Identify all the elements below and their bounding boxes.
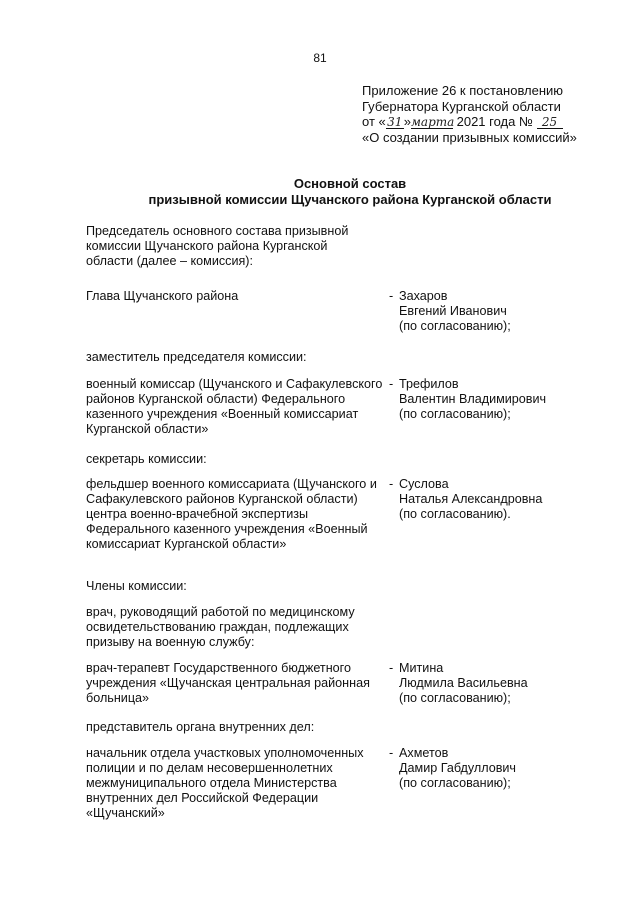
member-name-block (399, 477, 629, 522)
dash-separator: - (389, 661, 394, 675)
dash-separator: - (389, 477, 394, 491)
member-surname: Суслова (399, 477, 449, 491)
member-note: (по согласованию); (399, 691, 511, 705)
document-title (0, 176, 640, 208)
year-text: 2021 года № (456, 114, 533, 129)
chair-heading: Председатель основного состава призывной комиссии Щучанского района Курганской области (далее – комиссия): (86, 224, 349, 268)
member-name-block (399, 746, 629, 791)
police-heading: представитель органа внутренних дел: (86, 720, 315, 734)
title-line-2: призывной комиссии Щучанского района Курганской области (148, 192, 552, 207)
appendix-line-4: «О создании призывных комиссий» (362, 129, 577, 145)
page-number: 81 (313, 51, 327, 65)
handwritten-number: 25 (537, 116, 563, 129)
day-close: » (403, 114, 411, 129)
dash-separator: - (389, 746, 394, 760)
appendix-date-line (362, 114, 632, 130)
member-position: Глава Щучанского района (86, 289, 239, 303)
member-note: (по согласованию); (399, 319, 511, 333)
member-position: военный комиссар (Щучанского и Сафакулевского районов Курганской области) Федерального казенного учреждения «Военный комиссариат Курганской области» (86, 377, 383, 436)
dash-separator: - (389, 377, 394, 391)
member-surname: Захаров (399, 289, 448, 303)
secretary-heading: секретарь комиссии: (86, 452, 207, 466)
member-position: врач-терапевт Государственного бюджетного учреждения «Щучанская центральная районная больница» (86, 661, 370, 705)
appendix-header (362, 83, 632, 145)
member-name-block (399, 377, 629, 422)
title-line-1: Основной состав (293, 176, 407, 191)
appendix-line-2: Губернатора Курганской области (362, 98, 561, 114)
member-position: фельдшер военного комиссариата (Щучанского и Сафакулевского районов Курганской области) центра военно-врачебной экспертизы Федерального казенного учреждения «Военный комиссариат Курганской области» (86, 477, 377, 551)
member-surname: Трефилов (399, 377, 459, 391)
member-surname: Ахметов (399, 746, 449, 760)
member-note: (по согласованию); (399, 776, 511, 790)
handwritten-day: 31 (387, 115, 403, 129)
member-name-block (399, 661, 629, 706)
member-position: начальник отдела участковых уполномоченных полиции и по делам несовершеннолетних межмуниципального отдела Министерства внутренних дел Российской Федерации «Щучанский» (86, 746, 364, 820)
member-name-block (399, 289, 629, 334)
member-given-names: Дамир Габдуллович (399, 761, 516, 775)
appendix-line-1: Приложение 26 к постановлению (362, 83, 564, 98)
member-given-names: Наталья Александровна (399, 492, 543, 506)
members-heading: Члены комиссии: (86, 579, 187, 593)
member-note: (по согласованию). (399, 507, 511, 521)
member-given-names: Людмила Васильевна (399, 676, 528, 690)
member-note: (по согласованию); (399, 407, 511, 421)
member-surname: Митина (399, 661, 444, 675)
deputy-heading: заместитель председателя комиссии: (86, 350, 307, 364)
handwritten-month: марта (410, 115, 455, 129)
member-given-names: Евгений Иванович (399, 304, 507, 318)
doctor-heading: врач, руководящий работой по медицинскому освидетельствованию граждан, подлежащих призыву на военную службу: (86, 605, 355, 649)
from-prefix: от « (362, 114, 386, 129)
member-given-names: Валентин Владимирович (399, 392, 547, 406)
dash-separator: - (389, 289, 394, 303)
